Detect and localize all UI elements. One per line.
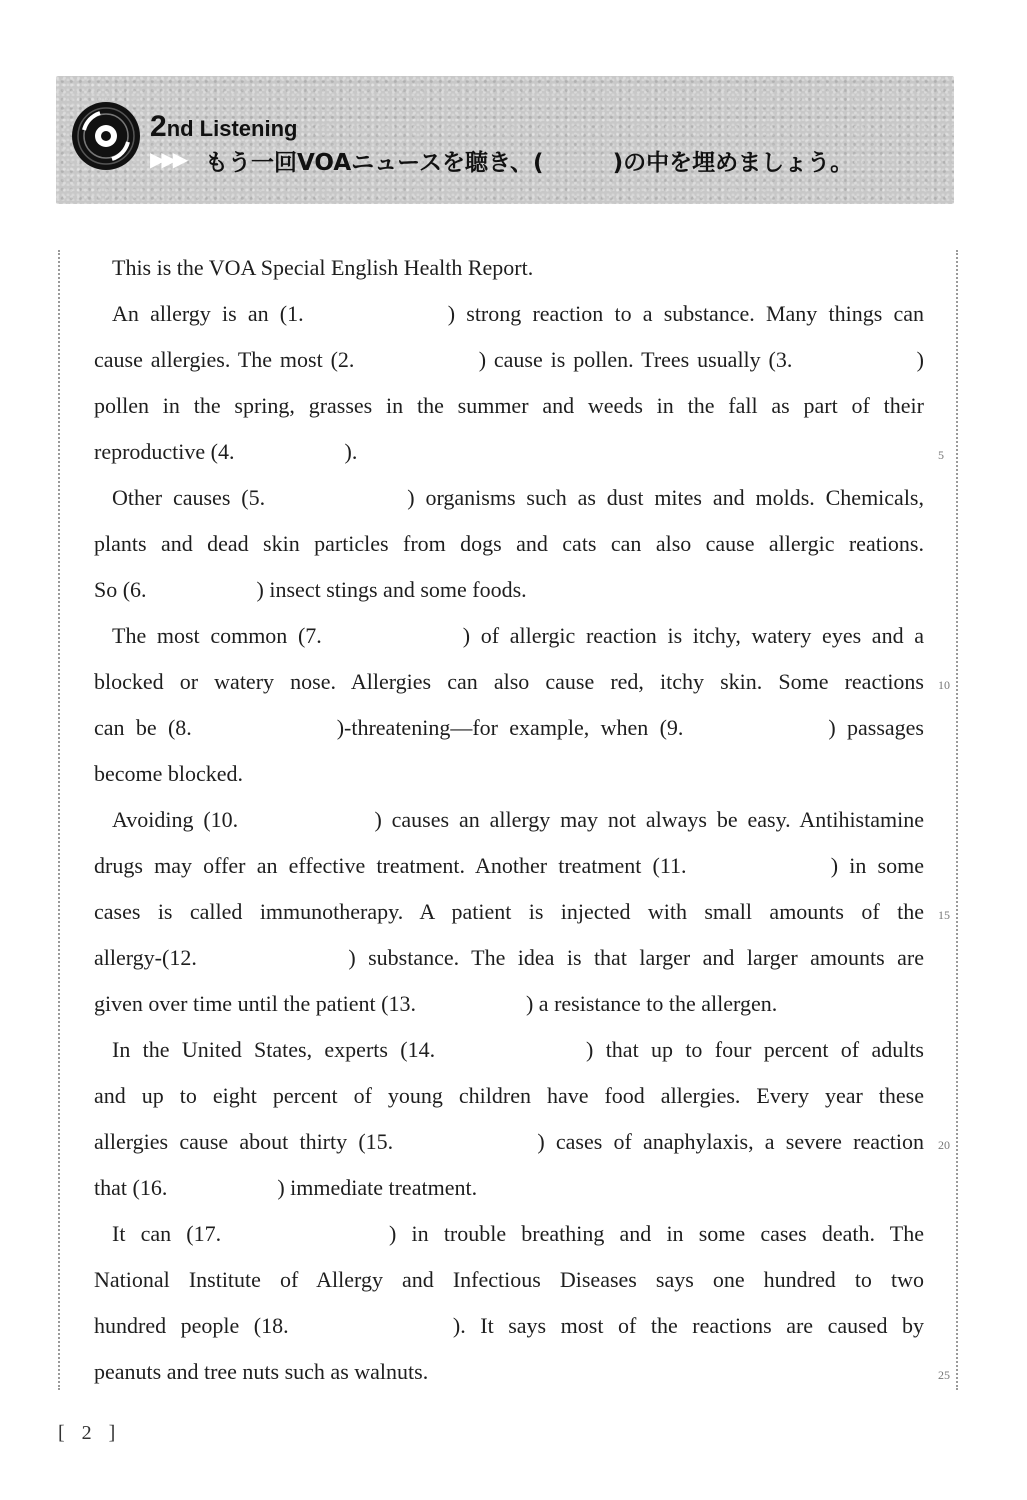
- passage-line: pollen in the spring, grasses in the summer and weeds in the fall as part of their: [94, 393, 924, 418]
- passage-line: cause allergies. The most (2. ) cause is pollen. Trees usually (3. ): [94, 347, 924, 372]
- section-title: [150, 110, 297, 144]
- passage-line: plants and dead skin particles from dogs and cats can also cause allergic reations.: [94, 531, 924, 556]
- passage-line: allergy-(12. ) substance. The idea is that larger and larger amounts are: [94, 945, 924, 970]
- line-number: 20: [938, 1138, 950, 1152]
- passage-line: that (16. ) immediate treatment.: [94, 1175, 478, 1200]
- passage-line: In the United States, experts (14. ) that up to four percent of adults: [112, 1037, 924, 1062]
- passage-line: peanuts and tree nuts such as walnuts.: [94, 1359, 429, 1384]
- page-number: [ 2 ]: [58, 1422, 122, 1444]
- line-number: 15: [938, 908, 950, 922]
- arrow-icon: ▶▶▶: [150, 147, 185, 171]
- passage-line: can be (8. )-threatening—for example, when (9. ) passages: [94, 715, 924, 740]
- passage-line: cases is called immunotherapy. A patient is injected with small amounts of the: [94, 899, 924, 924]
- passage-line: Other causes (5. ) organisms such as dust mites and molds. Chemicals,: [112, 485, 924, 510]
- section-title-number: 2: [150, 110, 167, 143]
- instruction-text: もう一回VOAニュースを聴き、( )の中を埋めましょう。: [205, 150, 854, 176]
- left-margin-rule: [58, 250, 60, 1390]
- right-margin-rule: [956, 250, 958, 1390]
- passage-line: blocked or watery nose. Allergies can also cause red, itchy skin. Some reactions: [94, 669, 924, 694]
- line-number: 25: [938, 1368, 950, 1382]
- passage-line: Avoiding (10. ) causes an allergy may not always be easy. Antihistamine: [112, 807, 924, 832]
- cd-icon: [70, 100, 142, 172]
- passage-line: National Institute of Allergy and Infectious Diseases says one hundred to two: [94, 1267, 924, 1292]
- passage-line: This is the VOA Special English Health Report.: [112, 255, 534, 280]
- passage-line: given over time until the patient (13. ) a resistance to the allergen.: [94, 991, 778, 1016]
- section-title-text: nd Listening: [166, 116, 298, 141]
- passage-line: It can (17. ) in trouble breathing and in some cases death. The: [112, 1221, 924, 1246]
- passage-line: drugs may offer an effective treatment. Another treatment (11. ) in some: [94, 853, 924, 878]
- passage-line: An allergy is an (1. ) strong reaction to a substance. Many things can: [112, 301, 924, 326]
- passage-line: allergies cause about thirty (15. ) cases of anaphylaxis, a severe reaction: [94, 1129, 924, 1154]
- passage-line: and up to eight percent of young children have food allergies. Every year these: [94, 1083, 924, 1108]
- passage-line: The most common (7. ) of allergic reaction is itchy, watery eyes and a: [112, 623, 924, 648]
- line-number: 10: [938, 678, 950, 692]
- passage: [94, 245, 924, 1395]
- passage-line: become blocked.: [94, 761, 244, 786]
- passage-line: So (6. ) insect stings and some foods.: [94, 577, 527, 602]
- passage-line: reproductive (4. ).: [94, 439, 358, 464]
- passage-line: hundred people (18. ). It says most of the reactions are caused by: [94, 1313, 924, 1338]
- line-number: 5: [938, 448, 944, 462]
